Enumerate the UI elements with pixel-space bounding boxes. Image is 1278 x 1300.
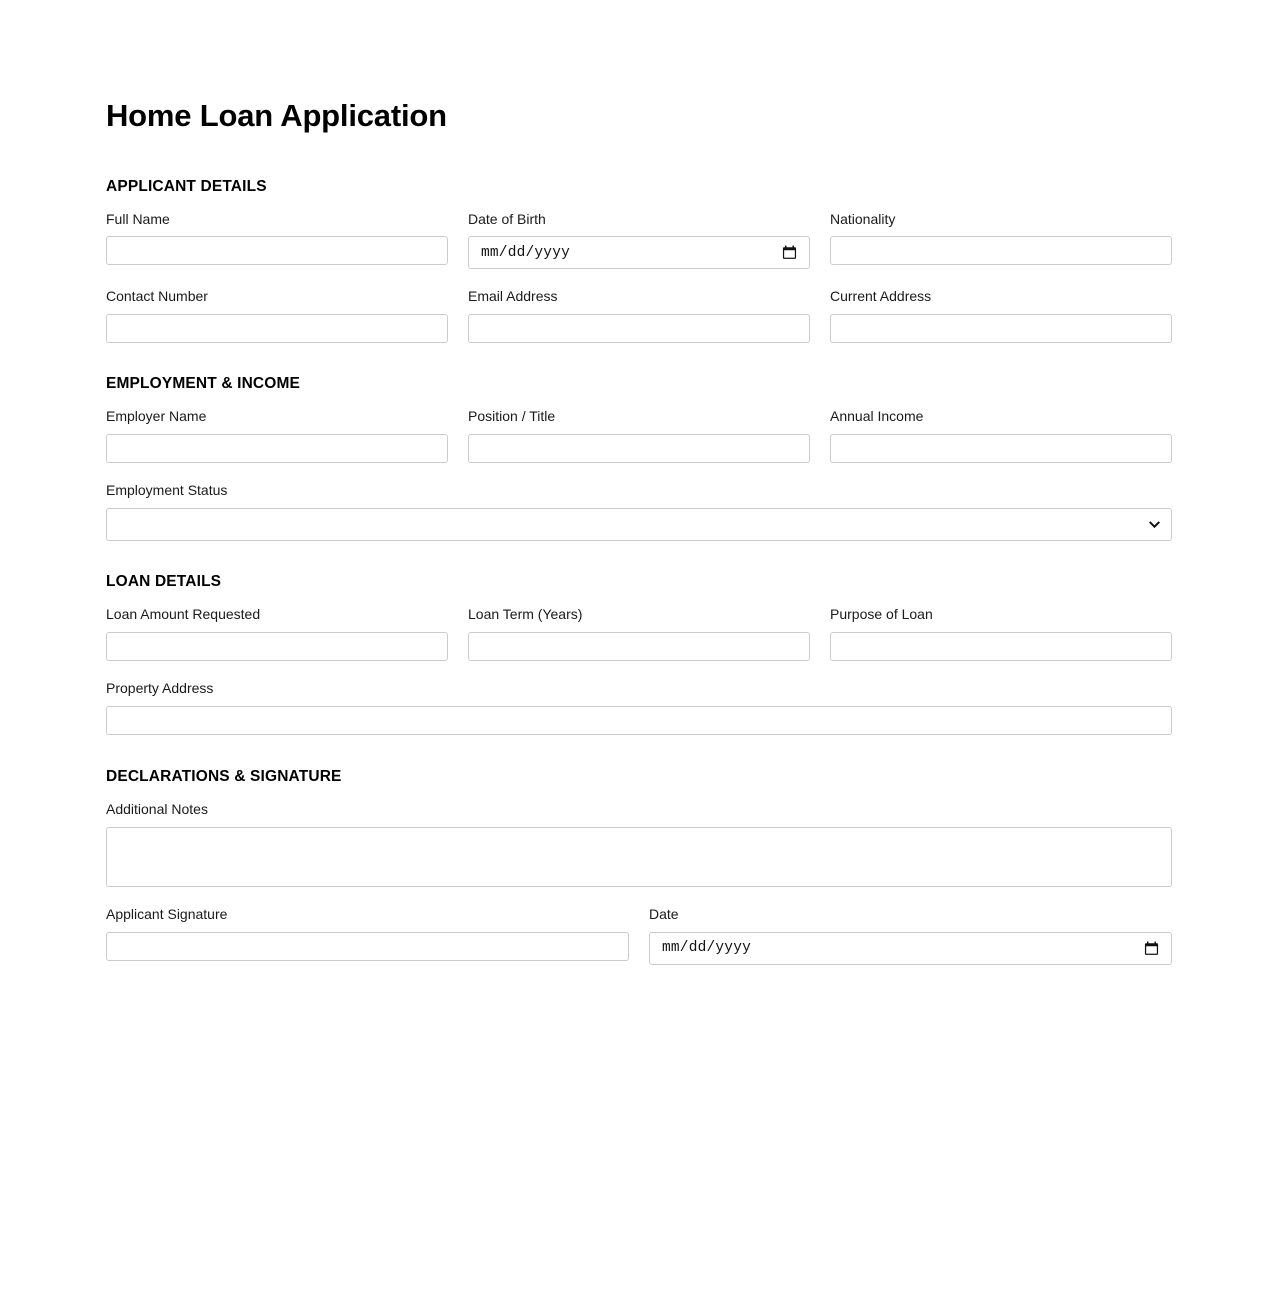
input-position-title[interactable]	[468, 434, 810, 463]
input-property-address[interactable]	[106, 706, 1172, 735]
label-email-address: Email Address	[468, 288, 558, 305]
input-current-address[interactable]	[830, 314, 1172, 343]
label-loan-amount-requested: Loan Amount Requested	[106, 606, 261, 623]
form-row	[106, 905, 1172, 965]
form-row	[106, 800, 1172, 887]
section-applicant-details	[106, 135, 1172, 344]
section-heading-loan-details: LOAN DETAILS	[106, 573, 222, 591]
label-purpose-of-loan: Purpose of Loan	[830, 606, 933, 623]
field-loan-amount-requested	[106, 605, 448, 661]
label-annual-income: Annual Income	[830, 408, 924, 425]
input-loan-term[interactable]	[468, 632, 810, 661]
label-applicant-signature: Applicant Signature	[106, 905, 228, 922]
field-position-title	[468, 407, 810, 463]
field-email-address	[468, 287, 810, 343]
calendar-icon[interactable]	[1144, 941, 1159, 956]
field-full-name	[106, 210, 448, 270]
calendar-icon[interactable]	[782, 245, 797, 260]
label-employer-name: Employer Name	[106, 408, 207, 425]
field-employment-status	[106, 481, 1172, 541]
label-current-address: Current Address	[830, 288, 932, 305]
chevron-down-icon[interactable]	[1148, 518, 1161, 531]
form-row	[106, 407, 1172, 463]
field-property-address	[106, 679, 1172, 735]
input-employer-name[interactable]	[106, 434, 448, 463]
label-nationality: Nationality	[830, 210, 896, 227]
section-employment-income	[106, 343, 1172, 541]
input-additional-notes[interactable]	[106, 827, 1172, 887]
input-applicant-signature[interactable]	[106, 932, 629, 961]
page-title: Home Loan Application	[106, 98, 447, 133]
field-purpose-of-loan	[830, 605, 1172, 661]
section-declarations-signature	[106, 735, 1172, 965]
label-date-of-birth: Date of Birth	[468, 210, 546, 227]
input-email-address[interactable]	[468, 314, 810, 343]
field-signature-date	[649, 905, 1172, 965]
field-annual-income	[830, 407, 1172, 463]
label-signature-date: Date	[649, 905, 679, 922]
field-additional-notes	[106, 800, 1172, 887]
form-row	[106, 605, 1172, 661]
form-row	[106, 679, 1172, 735]
input-signature-date[interactable]	[649, 932, 1172, 965]
field-current-address	[830, 287, 1172, 343]
label-contact-number: Contact Number	[106, 288, 208, 305]
select-employment-status[interactable]	[106, 508, 1172, 541]
label-position-title: Position / Title	[468, 408, 556, 425]
label-additional-notes: Additional Notes	[106, 800, 208, 817]
input-nationality[interactable]	[830, 236, 1172, 265]
label-loan-term: Loan Term (Years)	[468, 606, 583, 623]
form-row	[106, 481, 1172, 541]
field-date-of-birth	[468, 210, 810, 270]
section-heading-applicant-details: APPLICANT DETAILS	[106, 177, 267, 195]
date-of-birth-placeholder: mm/dd/yyyy	[481, 244, 571, 261]
input-date-of-birth[interactable]	[468, 236, 810, 269]
input-full-name[interactable]	[106, 236, 448, 265]
form-row	[106, 287, 1172, 343]
section-heading-declarations-signature: DECLARATIONS & SIGNATURE	[106, 767, 342, 785]
field-employer-name	[106, 407, 448, 463]
form-row	[106, 210, 1172, 270]
input-contact-number[interactable]	[106, 314, 448, 343]
field-applicant-signature	[106, 905, 629, 965]
section-heading-employment-income: EMPLOYMENT & INCOME	[106, 375, 301, 393]
signature-date-placeholder: mm/dd/yyyy	[662, 940, 752, 957]
section-loan-details	[106, 541, 1172, 735]
input-purpose-of-loan[interactable]	[830, 632, 1172, 661]
label-full-name: Full Name	[106, 210, 170, 227]
label-property-address: Property Address	[106, 680, 214, 697]
field-contact-number	[106, 287, 448, 343]
label-employment-status: Employment Status	[106, 482, 228, 499]
input-loan-amount-requested[interactable]	[106, 632, 448, 661]
field-loan-term	[468, 605, 810, 661]
input-annual-income[interactable]	[830, 434, 1172, 463]
field-nationality	[830, 210, 1172, 270]
